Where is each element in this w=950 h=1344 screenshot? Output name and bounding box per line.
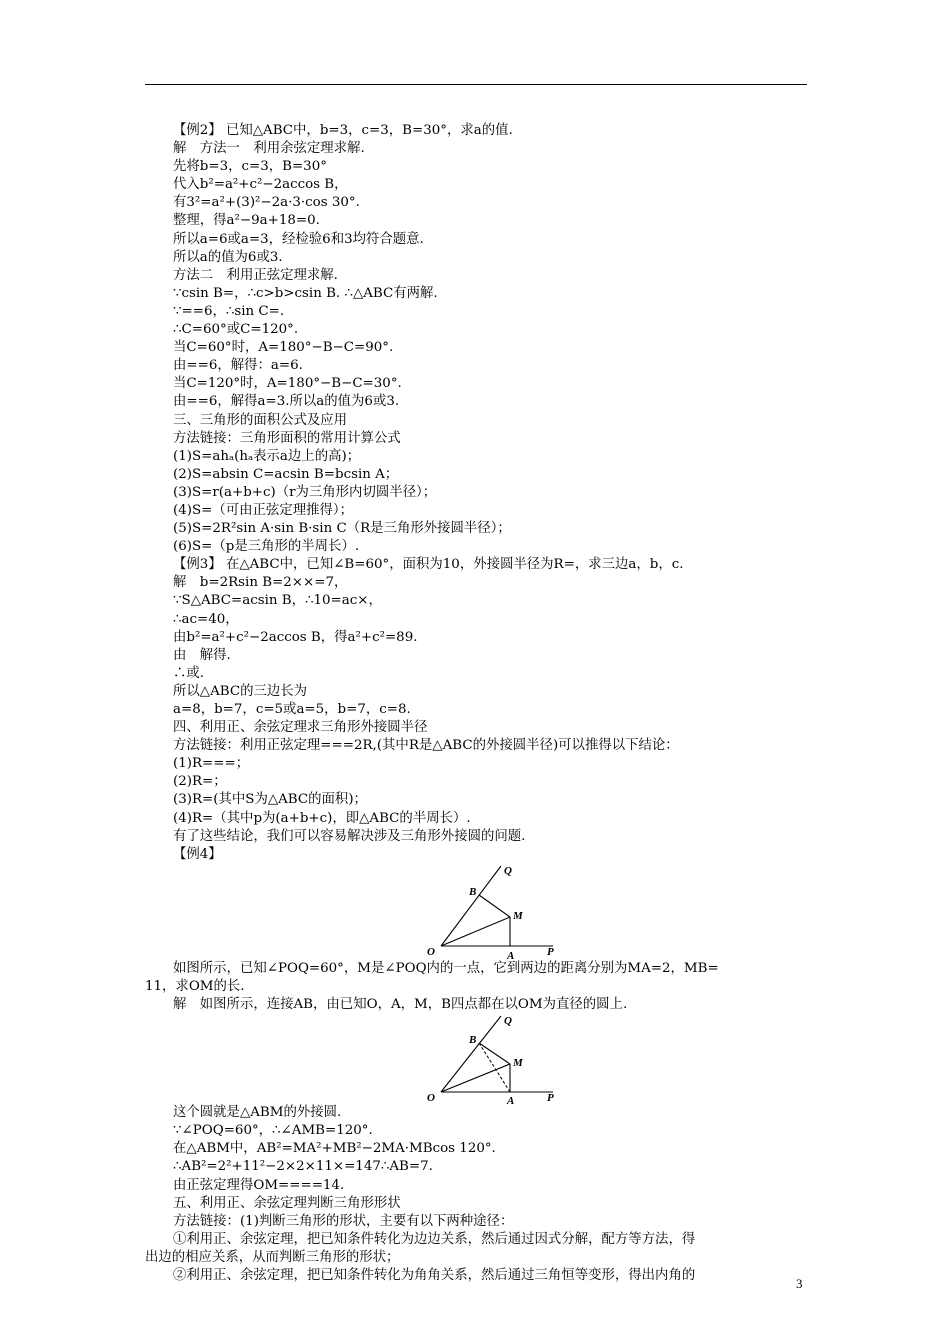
text-line: 方法链接：利用正弦定理===2R,(其中R是△ABC的外接圆半径)可以推得以下结论： bbox=[173, 738, 679, 754]
text-line: ∴C=60°或C=120°. bbox=[173, 322, 299, 338]
segment-bm bbox=[479, 895, 510, 917]
text-line: 11，求OM的长. bbox=[145, 978, 245, 994]
text-block-examples-2-3 bbox=[145, 122, 810, 864]
page-number: 3 bbox=[796, 1276, 803, 1291]
text-line: ②利用正、余弦定理，把已知条件转化为角角关系，然后通过三角恒等变形，得出内角的 bbox=[173, 1267, 696, 1283]
text-line: 由 解得. bbox=[173, 647, 231, 663]
label-m-2: M bbox=[513, 1057, 523, 1070]
text-line: 先将b=3，c=3，B=30° bbox=[173, 159, 327, 175]
text-line: 由b²=a²+c²−2accos B，得a²+c²=89. bbox=[173, 629, 418, 645]
label-b: B bbox=[469, 885, 477, 898]
figure-example-4 bbox=[145, 864, 810, 960]
label-q-2: Q bbox=[504, 1015, 512, 1028]
text-line: 整理，得a²−9a+18=0. bbox=[173, 213, 320, 229]
text-block-section-5-cont bbox=[145, 1249, 810, 1267]
text-block-example-4-proof-and-section-5 bbox=[145, 1104, 810, 1249]
text-line: 由正弦定理得OM====14. bbox=[173, 1177, 345, 1193]
label-p-2: P bbox=[547, 1092, 554, 1105]
figure-example-4-solution bbox=[145, 1014, 810, 1104]
text-line: 所以a=6或a=3，经检验6和3均符合题意. bbox=[173, 231, 424, 247]
text-line: 【例2】 已知△ABC中，b=3，c=3，B=30°，求a的值. bbox=[173, 123, 513, 138]
angle-poq-diagram-with-ab bbox=[421, 1014, 561, 1104]
text-block-section-5-item-2 bbox=[145, 1267, 810, 1285]
text-line: 所以△ABC的三边长为 bbox=[173, 683, 308, 699]
text-line: 【例3】 在△ABC中，已知∠B=60°，面积为10，外接圆半径为R=，求三边a，b，c. bbox=[173, 557, 684, 573]
label-a-2: A bbox=[507, 1095, 515, 1105]
text-line: 方法链接：(1)判断三角形的形状，主要有以下两种途径： bbox=[173, 1213, 514, 1229]
text-line: 由==6，解得a=3.所以a的值为6或3. bbox=[173, 394, 400, 410]
label-p: P bbox=[547, 945, 554, 958]
label-m: M bbox=[513, 909, 523, 922]
text-block-example-4-solution bbox=[145, 978, 810, 1014]
text-line: 方法二 利用正弦定理求解. bbox=[173, 267, 338, 283]
text-line: 如图所示，已知∠POQ=60°，M是∠POQ内的一点，它到两边的距离分别为MA=2，MB= bbox=[173, 960, 719, 976]
angle-poq-diagram bbox=[421, 864, 561, 960]
text-line: ①利用正、余弦定理，把已知条件转化为边边关系，然后通过因式分解，配方等方法，得 bbox=[173, 1231, 696, 1247]
text-line: 五、利用正、余弦定理判断三角形形状 bbox=[173, 1195, 401, 1211]
header-rule bbox=[145, 84, 807, 85]
text-line: ∵S△ABC=acsin B，∴10=ac×， bbox=[173, 593, 382, 609]
text-line: 在△ABM中，AB²=MA²+MB²−2MA·MBcos 120°. bbox=[173, 1141, 496, 1157]
page-content bbox=[145, 122, 810, 1285]
text-line: 解 b=2Rsin B=2××=7， bbox=[173, 575, 348, 591]
text-line: (4)S=（可由正弦定理推得）； bbox=[173, 502, 353, 518]
text-line: (1)R===； bbox=[173, 756, 250, 772]
text-line: 当C=60°时，A=180°−B−C=90°. bbox=[173, 340, 394, 356]
text-line: ∵∠POQ=60°，∴∠AMB=120°. bbox=[173, 1123, 373, 1139]
text-line: 所以a的值为6或3. bbox=[173, 249, 283, 265]
segment-om-2 bbox=[441, 1064, 510, 1092]
label-b-2: B bbox=[469, 1034, 477, 1047]
text-line: 当C=120°时，A=180°−B−C=30°. bbox=[173, 376, 402, 392]
segment-bm-2 bbox=[479, 1043, 510, 1064]
segment-ab-dashed bbox=[479, 1043, 510, 1092]
text-line: 有3²=a²+(3)²−2a·3·cos 30°. bbox=[173, 195, 360, 211]
text-line: 三、三角形的面积公式及应用 bbox=[173, 412, 348, 428]
label-o: O bbox=[427, 945, 435, 958]
text-line: 有了这些结论，我们可以容易解决涉及三角形外接圆的问题. bbox=[173, 828, 526, 844]
text-line: 解 如图所示，连接AB，由已知O，A，M，B四点都在以OM为直径的圆上. bbox=[173, 997, 628, 1013]
text-line: (5)S=2R²sin A·sin B·sin C（R是三角形外接圆半径）； bbox=[173, 521, 511, 537]
label-o-2: O bbox=[427, 1092, 435, 1105]
text-line: ∴或. bbox=[173, 665, 205, 681]
text-line: (3)R=(其中S为△ABC的面积)； bbox=[173, 792, 367, 808]
text-line: (3)S=r(a+b+c)（r为三角形内切圆半径）； bbox=[173, 484, 437, 500]
text-line: (1)S=ahₐ(hₐ表示a边上的高)； bbox=[173, 448, 361, 464]
text-line: ∴ac=40， bbox=[173, 611, 239, 627]
label-a: A bbox=[507, 949, 515, 960]
text-line: a=8，b=7，c=5或a=5，b=7，c=8. bbox=[173, 702, 411, 717]
text-line: (4)R=（其中p为(a+b+c)，即△ABC的半周长）. bbox=[173, 810, 471, 826]
ray-oq-2 bbox=[441, 1016, 501, 1092]
label-q: Q bbox=[504, 864, 512, 877]
text-line: 由==6，解得：a=6. bbox=[173, 358, 303, 374]
text-line: 解 方法一 利用余弦定理求解. bbox=[173, 141, 365, 157]
text-line: (6)S=（p是三角形的半周长）. bbox=[173, 539, 360, 555]
text-block-example-4-question bbox=[145, 960, 810, 978]
text-line: 方法链接：三角形面积的常用计算公式 bbox=[173, 430, 401, 446]
text-line: (2)S=absin C=acsin B=bcsin A； bbox=[173, 466, 399, 482]
ray-oq bbox=[441, 866, 501, 946]
text-line: 出边的相应关系，从而判断三角形的形状； bbox=[145, 1249, 400, 1265]
text-line: ∴AB²=2²+11²−2×2×11×=147∴AB=7. bbox=[173, 1159, 433, 1175]
text-line: (2)R=； bbox=[173, 774, 227, 790]
text-line: ∵csin B=，∴c>b>csin B. ∴△ABC有两解. bbox=[173, 285, 438, 301]
text-line: 四、利用正、余弦定理求三角形外接圆半径 bbox=[173, 720, 428, 736]
text-line: 代入b²=a²+c²−2accos B， bbox=[173, 177, 348, 193]
text-line: 【例4】 bbox=[173, 846, 222, 862]
text-line: 这个圆就是△ABM的外接圆. bbox=[173, 1105, 342, 1121]
text-line: ∵==6，∴sin C=. bbox=[173, 303, 285, 319]
